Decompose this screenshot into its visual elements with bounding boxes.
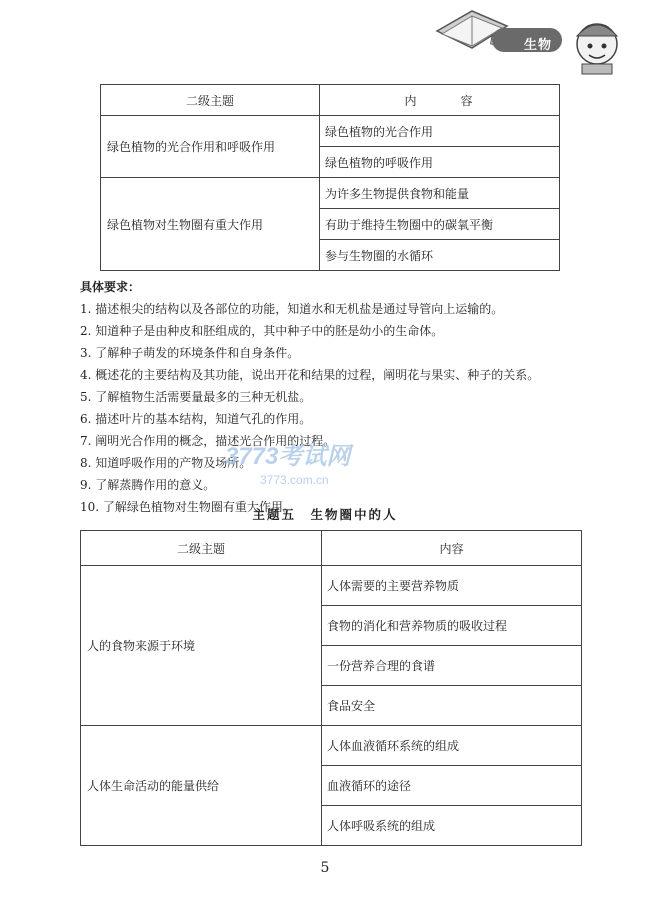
requirement-item: 1. 描述根尖的结构以及各部位的功能，知道水和无机盐是通过导管向上运输的。: [80, 302, 504, 316]
subject-label: 生物: [524, 38, 553, 53]
table-1-item: 有助于维持生物圈中的碳氧平衡: [320, 209, 560, 240]
table-row: [101, 116, 560, 147]
requirement-item: 8. 知道呼吸作用的产物及场所。: [80, 456, 252, 470]
table-1-item: 绿色植物的光合作用: [320, 116, 560, 147]
table-2-header-content: 内容: [322, 531, 582, 566]
watermark-logo: [215, 440, 415, 490]
requirements-title: 具体要求：: [80, 280, 141, 294]
table-2: [80, 530, 582, 846]
table-1-item: 绿色植物的呼吸作用: [320, 147, 560, 178]
table-row: [81, 726, 582, 766]
page-number: 5: [320, 860, 330, 876]
table-1-header-content: 内 容: [320, 85, 560, 116]
table-row: [101, 178, 560, 209]
table-1-header-topic: 二级主题: [101, 85, 320, 116]
watermark-line2: 3773.com.cn: [260, 473, 329, 487]
table-2-item: 食物的消化和营养物质的吸收过程: [322, 606, 582, 646]
table-2-item: 食品安全: [322, 686, 582, 726]
requirement-item: 2. 知道种子是由种皮和胚组成的，其中种子中的胚是幼小的生命体。: [80, 324, 444, 338]
table-2-item: 人体呼吸系统的组成: [322, 806, 582, 846]
table-2-item: 人体需要的主要营养物质: [322, 566, 582, 606]
table-1-item: 参与生物圈的水循环: [320, 240, 560, 271]
table-1-topic: 绿色植物的光合作用和呼吸作用: [101, 116, 320, 178]
watermark-line1: 3773考试网: [225, 443, 351, 470]
requirement-item: 5. 了解植物生活需要量最多的三种无机盐。: [80, 390, 312, 404]
requirement-item: 3. 了解种子萌发的环境条件和自身条件。: [80, 346, 300, 360]
table-2-item: 血液循环的途径: [322, 766, 582, 806]
table-2-item: 一份营养合理的食谱: [322, 646, 582, 686]
table-1-item: 为许多生物提供食物和能量: [320, 178, 560, 209]
table-1: [100, 84, 560, 271]
requirement-item: 4. 概述花的主要结构及其功能，说出开花和结果的过程，阐明花与果实、种子的关系。: [80, 368, 540, 382]
requirement-item: 6. 描述叶片的基本结构，知道气孔的作用。: [80, 412, 312, 426]
requirement-item: 9. 了解蒸腾作用的意义。: [80, 478, 216, 492]
table-1-topic: 绿色植物对生物圈有重大作用: [101, 178, 320, 271]
table-2-header-topic: 二级主题: [81, 531, 322, 566]
table-2-topic: 人体生命活动的能量供给: [81, 726, 322, 846]
table-2-topic: 人的食物来源于环境: [81, 566, 322, 726]
requirement-item: 10. 了解绿色植物对生物圈有重大作用。: [80, 500, 295, 514]
topic-5-title: 主题五 生物圈中的人: [252, 507, 398, 522]
table-2-item: 人体血液循环系统的组成: [322, 726, 582, 766]
requirement-item: 7. 阐明光合作用的概念，描述光合作用的过程。: [80, 434, 336, 448]
table-row: [81, 566, 582, 606]
